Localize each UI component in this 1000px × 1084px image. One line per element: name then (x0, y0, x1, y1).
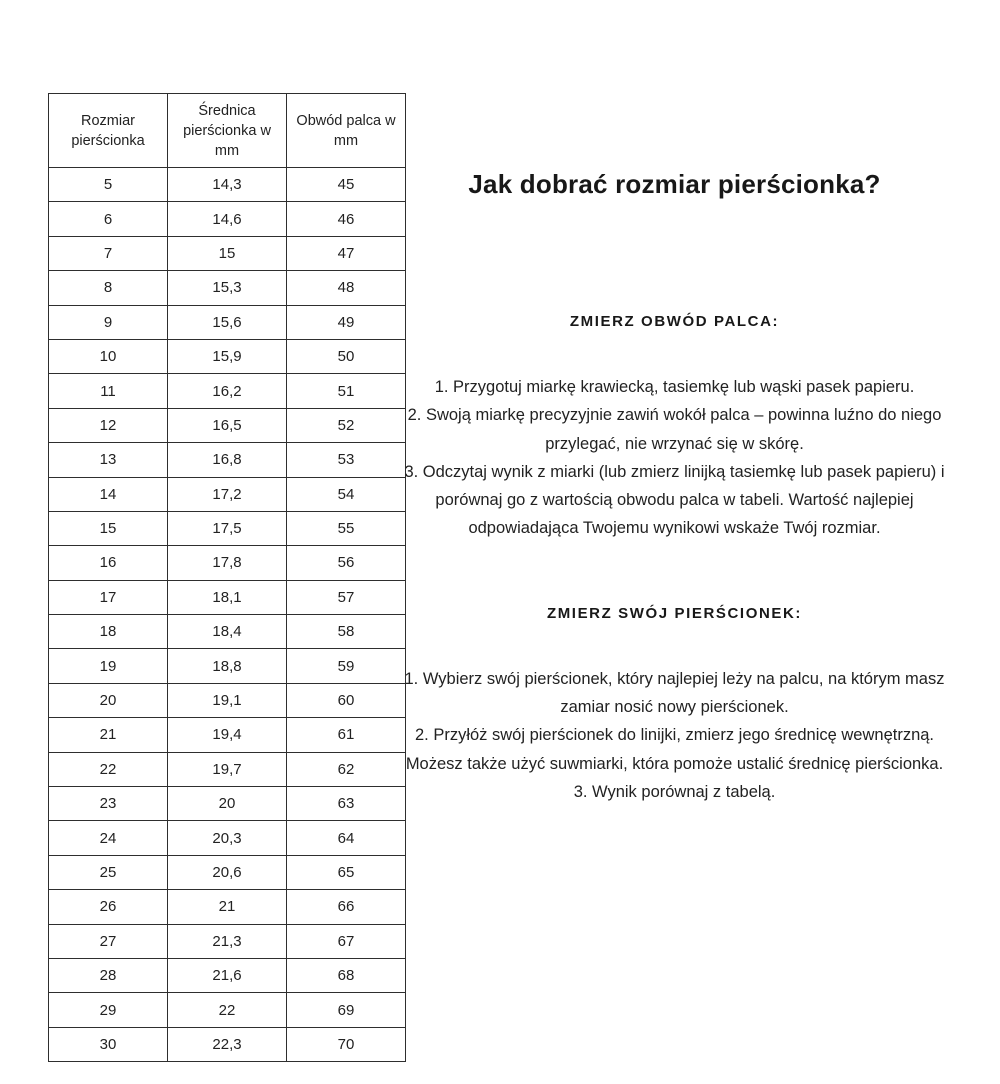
table-cell: 68 (287, 958, 406, 992)
table-cell: 65 (287, 855, 406, 889)
table-row (49, 1027, 406, 1061)
section-heading-measure-ring: ZMIERZ SWÓJ PIERŚCIONEK: (546, 604, 803, 622)
table-cell: 27 (49, 924, 168, 958)
table-cell: 53 (287, 443, 406, 477)
table-cell: 15 (168, 236, 287, 270)
size-table-body (49, 168, 406, 1062)
table-cell: 22,3 (168, 1027, 287, 1061)
table-cell: 15,9 (168, 339, 287, 373)
table-cell: 48 (287, 271, 406, 305)
table-cell: 25 (49, 855, 168, 889)
table-cell: 55 (287, 511, 406, 545)
table-cell: 14,6 (168, 202, 287, 236)
table-cell: 7 (49, 236, 168, 270)
table-row (49, 683, 406, 717)
table-row (49, 993, 406, 1027)
table-cell: 52 (287, 408, 406, 442)
table-cell: 24 (49, 821, 168, 855)
table-row (49, 305, 406, 339)
table-cell: 15,3 (168, 271, 287, 305)
table-cell: 9 (49, 305, 168, 339)
table-cell: 64 (287, 821, 406, 855)
instruction-list-measure-ring (402, 665, 947, 806)
table-cell: 28 (49, 958, 168, 992)
table-cell: 29 (49, 993, 168, 1027)
table-cell: 21,3 (168, 924, 287, 958)
table-row (49, 477, 406, 511)
table-row (49, 649, 406, 683)
table-row (49, 718, 406, 752)
table-cell: 69 (287, 993, 406, 1027)
table-cell: 51 (287, 374, 406, 408)
table-cell: 30 (49, 1027, 168, 1061)
table-cell: 45 (287, 168, 406, 202)
table-cell: 15,6 (168, 305, 287, 339)
table-cell: 12 (49, 408, 168, 442)
table-cell: 59 (287, 649, 406, 683)
instruction-step: 1. Wybierz swój pierścionek, który najlepiej leży na palcu, na którym masz zamiar nosić nowy pierścionek. (404, 669, 945, 717)
table-cell: 14 (49, 477, 168, 511)
table-cell: 21 (168, 890, 287, 924)
instruction-list-measure-finger (402, 373, 947, 543)
table-cell: 11 (49, 374, 168, 408)
table-cell: 57 (287, 580, 406, 614)
table-cell: 49 (287, 305, 406, 339)
table-cell: 70 (287, 1027, 406, 1061)
table-row (49, 752, 406, 786)
table-row (49, 924, 406, 958)
table-cell: 58 (287, 615, 406, 649)
table-row (49, 855, 406, 889)
table-cell: 17 (49, 580, 168, 614)
instruction-step: 3. Odczytaj wynik z miarki (lub zmierz linijką tasiemkę lub pasek papieru) i porównaj go z wartością obwodu palca w tabeli. Wartość najlepiej odpowiadająca Twojemu wynikowi wskaże Twój rozmiar. (404, 462, 945, 538)
table-cell: 60 (287, 683, 406, 717)
table-cell: 22 (49, 752, 168, 786)
table-row (49, 236, 406, 270)
table-cell: 19 (49, 649, 168, 683)
table-row (49, 580, 406, 614)
table-cell: 61 (287, 718, 406, 752)
table-cell: 66 (287, 890, 406, 924)
table-cell: 67 (287, 924, 406, 958)
table-row (49, 339, 406, 373)
table-cell: 13 (49, 443, 168, 477)
table-row (49, 615, 406, 649)
table-row (49, 958, 406, 992)
table-row (49, 890, 406, 924)
table-cell: 6 (49, 202, 168, 236)
table-row (49, 787, 406, 821)
table-header-row (49, 94, 406, 168)
table-cell: 20 (168, 787, 287, 821)
table-cell: 50 (287, 339, 406, 373)
table-cell: 17,5 (168, 511, 287, 545)
column-header-ring-size: Rozmiar pierścionka (49, 94, 168, 168)
instruction-step: 1. Przygotuj miarkę krawiecką, tasiemkę lub wąski pasek papieru. (434, 378, 915, 396)
column-header-ring-diameter: Średnica pierścionka w mm (168, 94, 287, 168)
table-cell: 8 (49, 271, 168, 305)
table-cell: 5 (49, 168, 168, 202)
table-cell: 54 (287, 477, 406, 511)
ring-size-table-header (49, 94, 406, 168)
table-cell: 19,4 (168, 718, 287, 752)
page-title: Jak dobrać rozmiar pierścionka? (468, 169, 881, 199)
table-cell: 47 (287, 236, 406, 270)
table-row (49, 374, 406, 408)
table-row (49, 443, 406, 477)
table-cell: 20,3 (168, 821, 287, 855)
instructions-column (402, 0, 947, 806)
table-cell: 19,7 (168, 752, 287, 786)
table-cell: 14,3 (168, 168, 287, 202)
table-cell: 26 (49, 890, 168, 924)
table-cell: 16 (49, 546, 168, 580)
table-cell: 19,1 (168, 683, 287, 717)
table-cell: 18,4 (168, 615, 287, 649)
table-row (49, 408, 406, 442)
table-row (49, 821, 406, 855)
table-cell: 20 (49, 683, 168, 717)
table-cell: 18 (49, 615, 168, 649)
table-cell: 46 (287, 202, 406, 236)
table-cell: 16,8 (168, 443, 287, 477)
section-heading-measure-finger: ZMIERZ OBWÓD PALCA: (569, 313, 780, 330)
instruction-step: 2. Swoją miarkę precyzyjnie zawiń wokół palca – powinna luźno do niego przylegać, nie wrzynać się w skórę. (407, 406, 942, 453)
table-cell: 21,6 (168, 958, 287, 992)
table-cell: 22 (168, 993, 287, 1027)
instruction-step: 2. Przyłóż swój pierścionek do linijki, zmierz jego średnicę wewnętrzną. Możesz także użyć suwmiarki, która pomoże ustalić średnicę pierścionka. (405, 726, 944, 773)
table-cell: 56 (287, 546, 406, 580)
ring-size-table (48, 93, 406, 1062)
table-cell: 23 (49, 787, 168, 821)
column-header-finger-circumference: Obwód palca w mm (287, 94, 406, 168)
table-cell: 17,2 (168, 477, 287, 511)
table-row (49, 202, 406, 236)
table-cell: 16,2 (168, 374, 287, 408)
table-row (49, 511, 406, 545)
table-cell: 21 (49, 718, 168, 752)
table-row (49, 271, 406, 305)
table-cell: 20,6 (168, 855, 287, 889)
table-cell: 63 (287, 787, 406, 821)
table-cell: 17,8 (168, 546, 287, 580)
table-cell: 15 (49, 511, 168, 545)
table-cell: 62 (287, 752, 406, 786)
table-cell: 18,1 (168, 580, 287, 614)
table-row (49, 546, 406, 580)
table-cell: 16,5 (168, 408, 287, 442)
table-row (49, 168, 406, 202)
table-cell: 10 (49, 339, 168, 373)
table-cell: 18,8 (168, 649, 287, 683)
instruction-step: 3. Wynik porównaj z tabelą. (573, 782, 776, 801)
